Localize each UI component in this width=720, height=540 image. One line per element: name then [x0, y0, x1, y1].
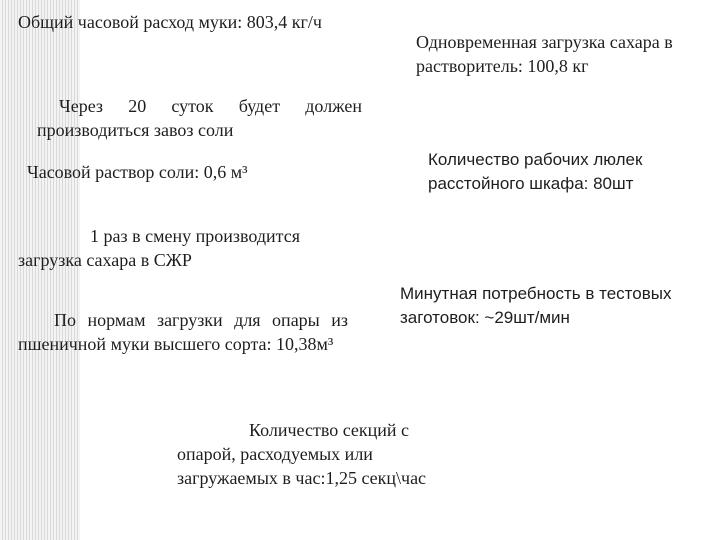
salt-solution-text: Часовой раствор соли: 0,6 м³: [27, 162, 248, 182]
sponge-sections-text: Количество секций с опарой, расходуемых или загружаемых в час:1,25 секц\час: [177, 420, 427, 488]
flour-consumption-text: Общий часовой расход муки: 803,4 кг/ч: [18, 12, 322, 32]
sugar-shift-text: 1 раз в смену производится загрузка сахара в СЖР: [18, 226, 300, 270]
salt-delivery-text: Через 20 суток будет должен производиться завоз соли: [37, 96, 362, 140]
dough-demand-text: Минутная потребность в тестовых заготовок: ~29шт/мин: [400, 284, 672, 327]
sponge-norm-text: По нормам загрузки для опары из пшеничной муки высшего сорта: 10,38м³: [18, 310, 348, 354]
proofing-cradles-text: Количество рабочих люлек расстойного шкафа: 80шт: [428, 150, 643, 193]
sugar-load-text: Одновременная загрузка сахара в растворитель: 100,8 кг: [416, 32, 673, 76]
